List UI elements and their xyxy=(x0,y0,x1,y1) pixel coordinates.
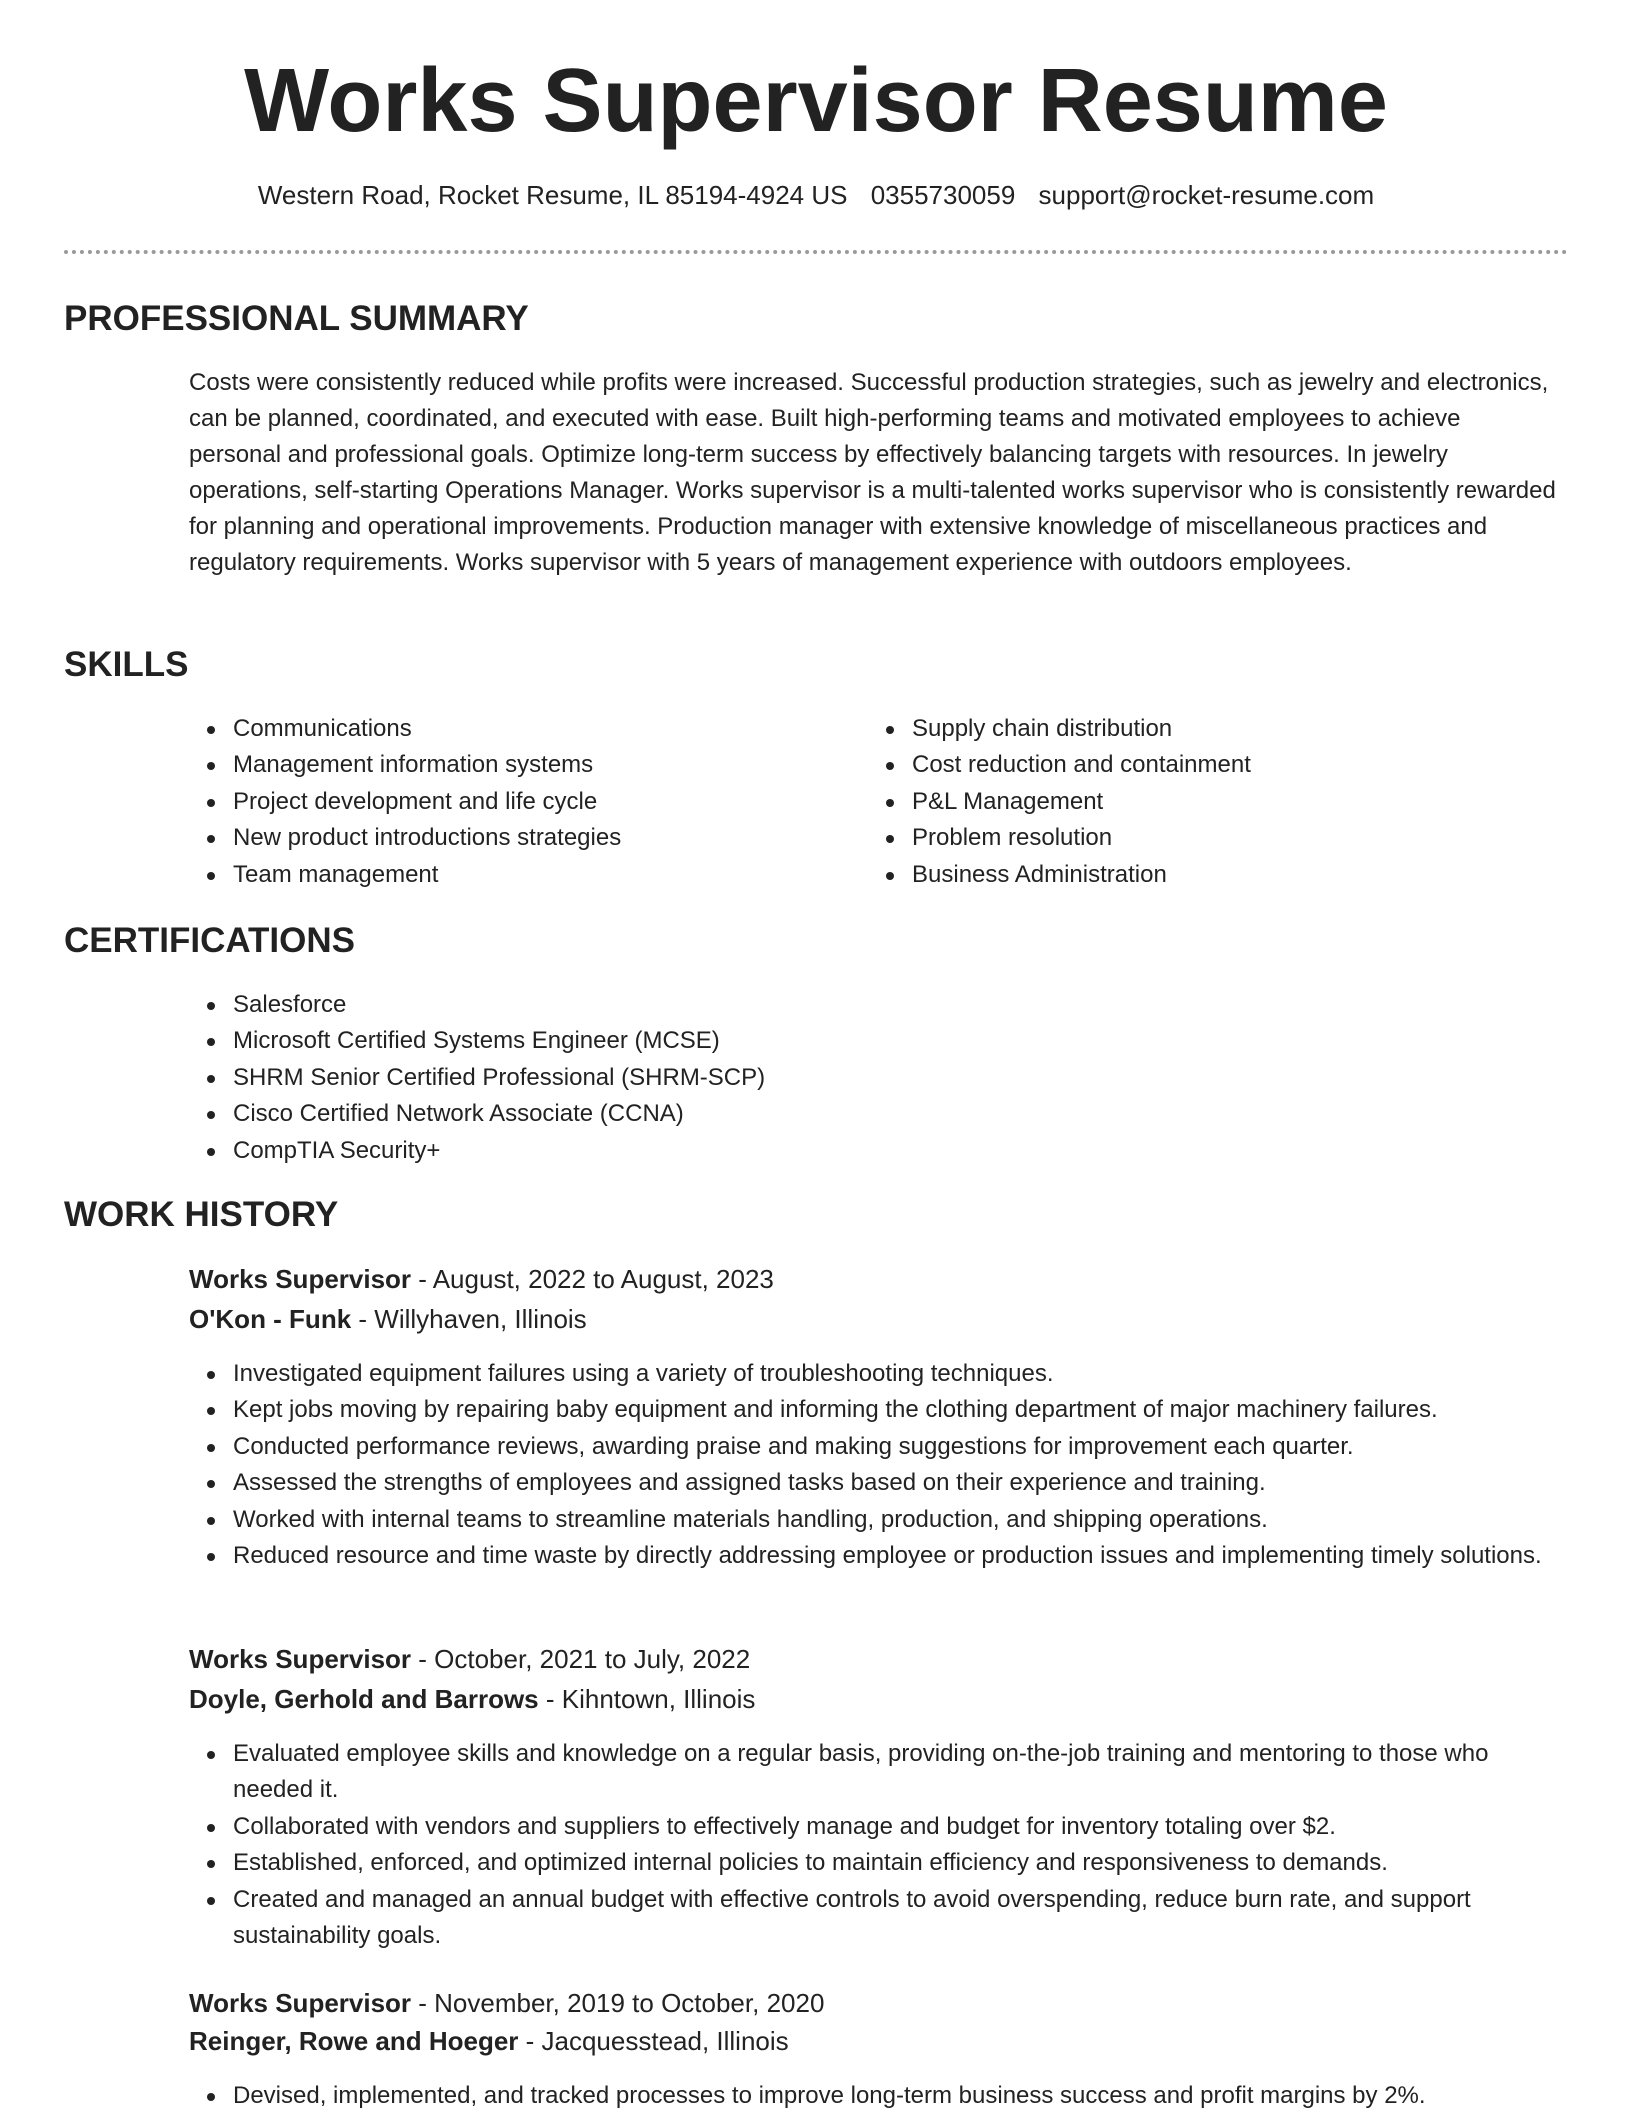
job-bullet: Established, enforced, and optimized internal policies to maintain efficiency and responsiveness to demands. xyxy=(233,1845,1559,1881)
skill-item: New product introductions strategies xyxy=(233,820,839,856)
job-bullet: Kept jobs moving by repairing baby equipment and informing the clothing department of major machinery failures. xyxy=(233,1392,1559,1428)
skill-item: Communications xyxy=(233,711,839,747)
job-title: Works Supervisor xyxy=(189,1264,412,1294)
skills-right-column xyxy=(868,711,1518,893)
resume-title: Works Supervisor Resume xyxy=(244,51,1388,151)
job-company-line xyxy=(189,1304,587,1335)
job-title-line xyxy=(189,1264,774,1295)
skill-item: Project development and life cycle xyxy=(233,784,839,820)
certification-item: CompTIA Security+ xyxy=(233,1133,1189,1169)
job-bullet: Created and managed an annual budget with effective controls to avoid overspending, reduce burn rate, and support sustainability goals. xyxy=(233,1882,1559,1955)
job-bullets-block xyxy=(189,2078,1559,2114)
skill-item: Team management xyxy=(233,857,839,893)
job-company: O'Kon - Funk xyxy=(189,1304,352,1334)
job-bullet: Investigated equipment failures using a variety of troubleshooting techniques. xyxy=(233,1356,1559,1392)
certifications-heading: CERTIFICATIONS xyxy=(64,921,356,960)
skill-item: Supply chain distribution xyxy=(912,711,1518,747)
certification-item: Microsoft Certified Systems Engineer (MCSE) xyxy=(233,1023,1189,1059)
skills-heading: SKILLS xyxy=(64,645,189,684)
job-bullets-block xyxy=(189,1736,1559,1954)
work-history-heading: WORK HISTORY xyxy=(64,1195,339,1234)
summary-heading: PROFESSIONAL SUMMARY xyxy=(64,299,529,338)
skill-item: Business Administration xyxy=(912,857,1518,893)
job-bullet: Worked with internal teams to streamline materials handling, production, and shipping operations. xyxy=(233,1502,1559,1538)
contact-phone: 0355730059 xyxy=(870,180,1016,210)
summary-text: Costs were consistently reduced while profits were increased. Successful production strategies, such as jewelry and electronics, can be planned, coordinated, and executed with ease. Built high-performing teams and motivated employees to achieve personal and professional goals. Optimize long-term success by effectively balancing targets with resources. In jewelry operations, self-starting Operations Manager. Works supervisor is a multi-talented works supervisor who is consistently rewarded for planning and operational improvements. Production manager with extensive knowledge of miscellaneous practices and regulatory requirements. Works supervisor with 5 years of management experience with outdoors employees. xyxy=(189,369,1556,576)
job-title-line xyxy=(189,1644,750,1675)
contact-address: Western Road, Rocket Resume, IL 85194-4924 US xyxy=(257,180,848,210)
skill-item: Cost reduction and containment xyxy=(912,747,1518,783)
skills-list-left xyxy=(189,711,839,893)
job-company-line xyxy=(189,1684,755,1715)
job-bullet: Evaluated employee skills and knowledge on a regular basis, providing on-the-job training and mentoring to those who needed it. xyxy=(233,1736,1559,1809)
job-title: Works Supervisor xyxy=(189,1988,412,2018)
job-company-line xyxy=(189,2026,789,2057)
job-bullet: Conducted performance reviews, awarding praise and making suggestions for improvement each quarter. xyxy=(233,1429,1559,1465)
contact-line xyxy=(0,180,1632,211)
skills-section xyxy=(64,644,1568,686)
job-title: Works Supervisor xyxy=(189,1644,412,1674)
job-bullet: Collaborated with vendors and suppliers to effectively manage and budget for inventory totaling over $2. xyxy=(233,1809,1559,1845)
job-bullets xyxy=(189,2078,1559,2114)
job-dates: - August, 2022 to August, 2023 xyxy=(411,1264,774,1294)
skill-item: Management information systems xyxy=(233,747,839,783)
certification-item: Cisco Certified Network Associate (CCNA) xyxy=(233,1096,1189,1132)
job-bullets-block xyxy=(189,1356,1559,1574)
certification-item: SHRM Senior Certified Professional (SHRM-SCP) xyxy=(233,1060,1189,1096)
job-title-line xyxy=(189,1988,824,2019)
certifications-section xyxy=(64,920,1568,962)
job-bullets xyxy=(189,1736,1559,1954)
job-bullets xyxy=(189,1356,1559,1574)
summary-section xyxy=(64,298,1568,340)
skills-list-right xyxy=(868,711,1518,893)
skill-item: Problem resolution xyxy=(912,820,1518,856)
contact-email: support@rocket-resume.com xyxy=(1038,180,1375,210)
certification-item: Salesforce xyxy=(233,987,1189,1023)
job-dates: - October, 2021 to July, 2022 xyxy=(411,1644,751,1674)
job-dates: - November, 2019 to October, 2020 xyxy=(411,1988,825,2018)
job-location: - Kihntown, Illinois xyxy=(538,1684,756,1714)
certifications-block xyxy=(189,987,1189,1169)
job-bullet: Assessed the strengths of employees and assigned tasks based on their experience and training. xyxy=(233,1465,1559,1501)
work-history-section xyxy=(64,1194,1568,1236)
job-company: Reinger, Rowe and Hoeger xyxy=(189,2026,519,2056)
certifications-list xyxy=(189,987,1189,1169)
job-bullet: Devised, implemented, and tracked processes to improve long-term business success and profit margins by 2%. xyxy=(233,2078,1559,2114)
job-location: - Willyhaven, Illinois xyxy=(351,1304,587,1334)
job-location: - Jacquesstead, Illinois xyxy=(518,2026,789,2056)
job-company: Doyle, Gerhold and Barrows xyxy=(189,1684,539,1714)
skill-item: P&L Management xyxy=(912,784,1518,820)
job-bullet: Reduced resource and time waste by directly addressing employee or production issues and implementing timely solutions. xyxy=(233,1538,1559,1574)
header-divider xyxy=(64,250,1568,254)
skills-left-column xyxy=(189,711,839,893)
